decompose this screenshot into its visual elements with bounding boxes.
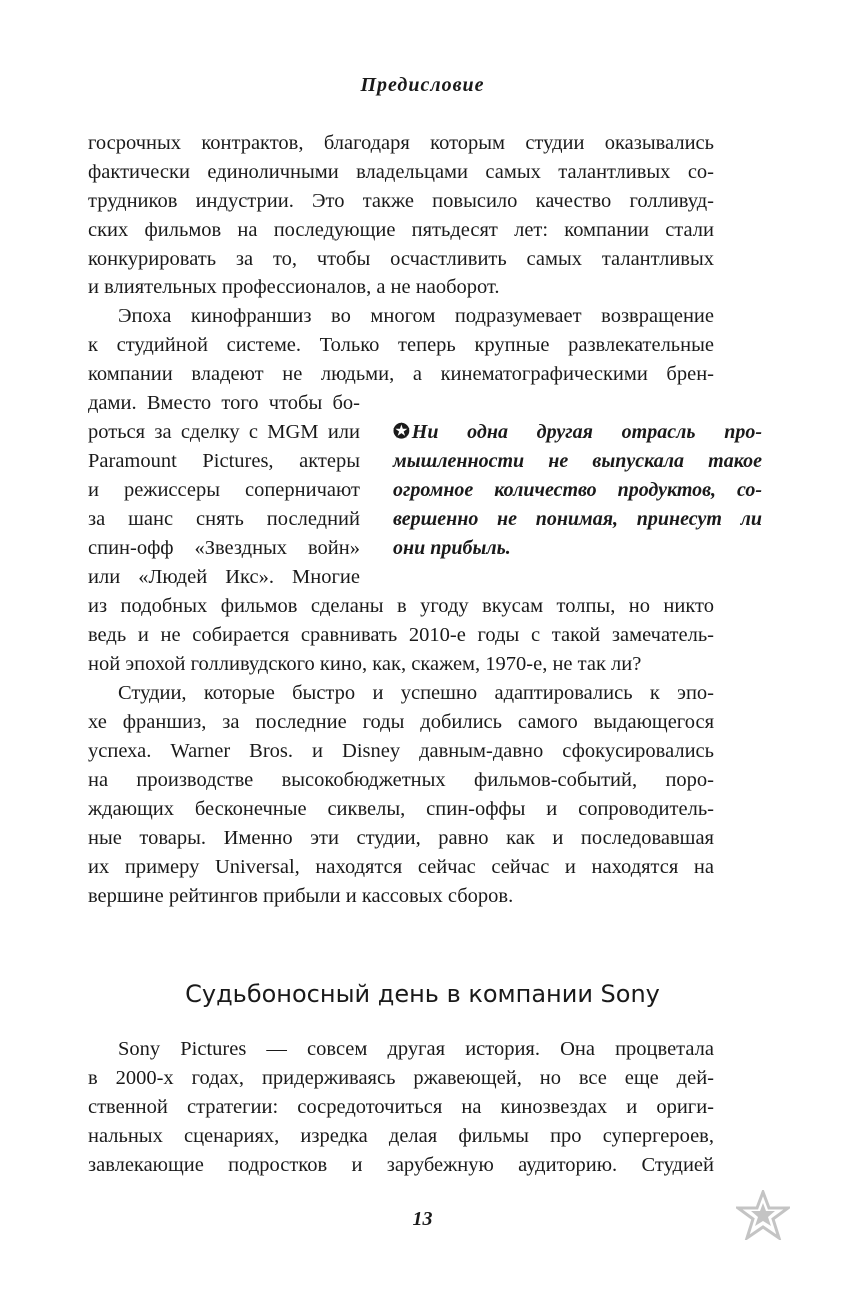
quote-line: они прибыль. [393,537,511,559]
text-line: ждающих бесконечные сиквелы, спин-оффы и сопроводитель- [88,798,714,820]
star-icon: ✪ [393,421,410,443]
text-line: в 2000-х годах, придерживаясь ржавеющей, но все еще дей- [88,1067,714,1089]
text-line: ные товары. Именно эти студии, равно как и последовавшая [88,827,714,849]
text-line: Paramount Pictures, актеры [88,450,360,472]
text-line: дами. Вместо того чтобы бо- [88,392,360,414]
quote-line [393,418,762,447]
text-line: Студии, которые быстро и успешно адаптировались к эпо- [118,682,714,704]
text-line: к студийной системе. Только теперь крупные развлекательные [88,334,714,356]
text-line: ведь и не собирается сравнивать 2010-е годы с такой замечатель- [88,624,714,646]
text-line: конкурировать за то, чтобы осчастливить самых талантливых [88,248,714,270]
text-line: и влиятельных профессионалов, а не наоборот. [88,276,500,298]
page-number: 13 [412,1208,433,1230]
text-line: и режиссеры соперничают [88,479,360,501]
running-header: Предисловие [360,74,485,96]
text-line: компании владеют не людьми, а кинематографическими брен- [88,363,714,385]
pull-quote [393,418,762,563]
section-heading: Судьбоносный день в компании Sony [185,980,660,1008]
text-line: госрочных контрактов, благодаря которым студии оказывались [88,132,714,154]
text-line: Эпоха кинофраншиз во многом подразумевает возвращение [118,305,714,327]
quote-line: мышленности не выпускала такое [393,450,762,472]
quote-text: Ни одна другая отрасль про- [411,421,762,443]
quote-line: огромное количество продуктов, со- [393,479,762,501]
text-line: спин-офф «Звездных войн» [88,537,360,559]
quote-line: вершенно не понимая, принесут ли [393,508,762,530]
text-line: нальных сценариях, изредка делая фильмы про супергероев, [88,1125,714,1147]
text-line: из подобных фильмов сделаны в угоду вкусам толпы, но никто [88,595,714,617]
text-line: за шанс снять последний [88,508,360,530]
text-line: роться за сделку с MGM или [88,421,360,443]
text-line: вершине рейтингов прибыли и кассовых сборов. [88,885,514,907]
text-line: ственной стратегии: сосредоточиться на кинозвездах и ориги- [88,1096,714,1118]
text-line: хе франшиз, за последние годы добились самого выдающегося [88,711,714,733]
text-line: ной эпохой голливудского кино, как, скажем, 1970-е, не так ли? [88,653,642,675]
text-line: успеха. Warner Bros. и Disney давным-давно сфокусировались [88,740,714,762]
text-line: фактически единоличными владельцами самых талантливых со- [88,161,714,183]
text-line: на производстве высокобюджетных фильмов-событий, поро- [88,769,714,791]
text-line: их примеру Universal, находятся сейчас сейчас и находятся на [88,856,714,878]
text-line: ских фильмов на последующие пятьдесят лет: компании стали [88,219,714,241]
text-line: трудников индустрии. Это также повысило качество голливуд- [88,190,714,212]
star-outline-icon [736,1190,790,1240]
text-line: или «Людей Икс». Многие [88,566,360,588]
text-line: завлекающие подростков и зарубежную аудиторию. Студией [88,1154,714,1176]
text-line: Sony Pictures — совсем другая история. Она процветала [118,1038,714,1060]
